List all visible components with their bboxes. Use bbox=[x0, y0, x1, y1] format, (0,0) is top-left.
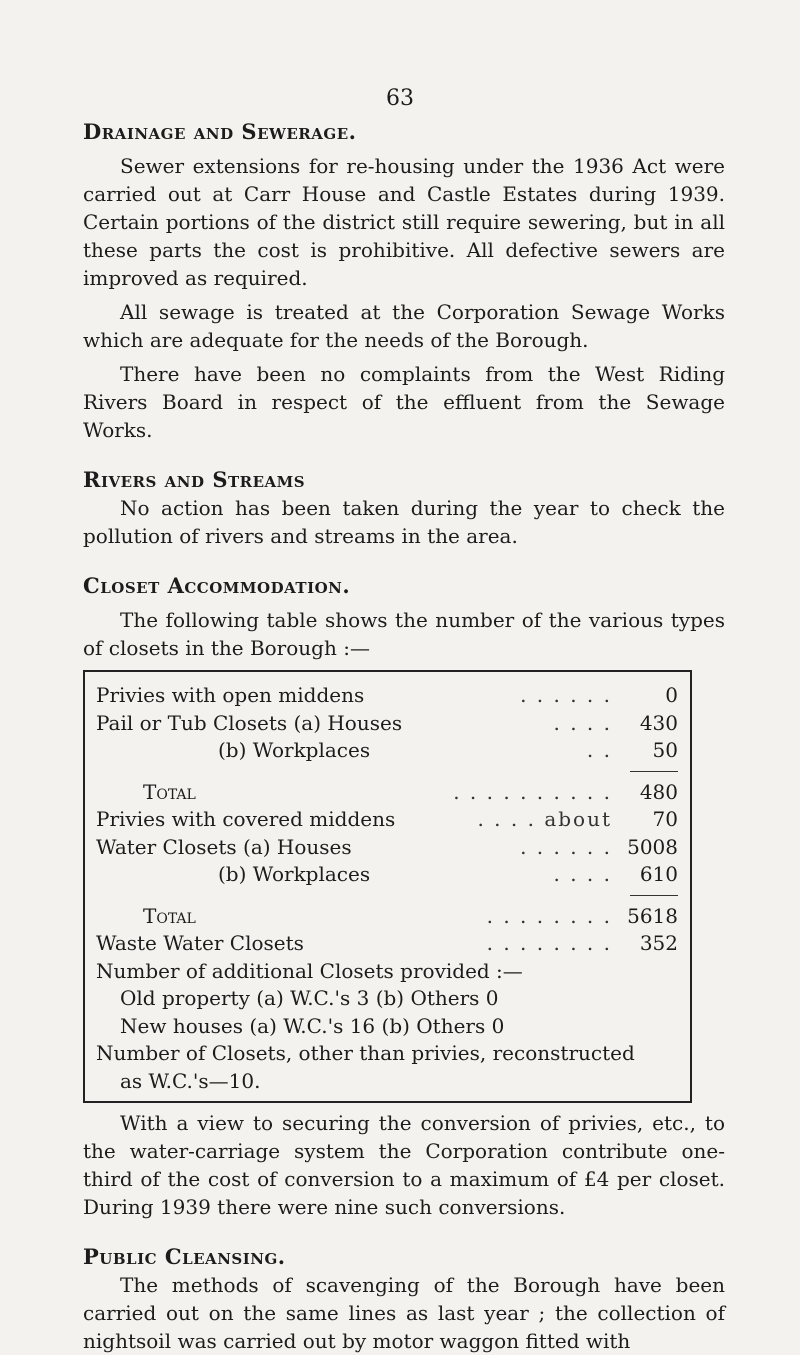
leader-dots: . . . . . . . . bbox=[486, 903, 612, 928]
row-value: 430 bbox=[639, 710, 678, 735]
drainage-heading: Drainage and Sewerage. bbox=[83, 119, 357, 144]
row-value: 50 bbox=[652, 738, 678, 762]
drainage-paragraph-3: There have been no complaints from the West Riding Rivers Board in respect of the effluent from the Sewage Works. bbox=[83, 362, 725, 442]
table-row bbox=[96, 682, 678, 710]
total-row bbox=[96, 779, 678, 807]
leader-dots: . . . . . . . . bbox=[486, 931, 612, 955]
additional-closets-label: Number of additional Closets provided :— bbox=[96, 958, 523, 983]
table-row bbox=[96, 861, 678, 889]
leader-dots: . . . . . . bbox=[520, 683, 612, 707]
leader-dots: . . bbox=[586, 738, 612, 762]
cleansing-heading: Public Cleansing. bbox=[83, 1244, 286, 1269]
total-label: Total bbox=[143, 903, 196, 928]
table-row bbox=[96, 806, 678, 834]
page-content bbox=[83, 118, 725, 1355]
row-value: 0 bbox=[665, 683, 678, 707]
leader-dots: . . . . bbox=[553, 710, 612, 735]
table-row bbox=[96, 930, 678, 958]
reconstructed-line-2: as W.C.'s—10. bbox=[120, 1068, 261, 1093]
row-label: (b) Workplaces bbox=[218, 738, 371, 762]
row-value: 352 bbox=[639, 931, 678, 955]
row-label: Water Closets (a) Houses bbox=[96, 834, 352, 859]
reconstructed-line-1: Number of Closets, other than privies, reconstructed bbox=[96, 1041, 635, 1065]
rivers-paragraph: No action has been taken during the year to check the pollution of rivers and streams in the area. bbox=[83, 496, 725, 548]
subtotal-rule bbox=[96, 889, 678, 903]
row-value: 5008 bbox=[627, 834, 678, 859]
cleansing-paragraph: The methods of scavenging of the Borough have been carried out on the same lines as last year ; the collection of nightsoil was carried out by motor waggon fitted with bbox=[83, 1273, 725, 1353]
conversion-paragraph: With a view to securing the conversion of privies, etc., to the water-carriage system the Corporation contribute one-third of the cost of conversion to a maximum of £4 per closet. During 1939 there were nine such conversions. bbox=[83, 1111, 725, 1219]
total-row bbox=[96, 903, 678, 931]
drainage-paragraph-2: All sewage is treated at the Corporation Sewage Works which are adequate for the needs of the Borough. bbox=[83, 300, 725, 352]
total-value: 480 bbox=[639, 779, 678, 804]
table-row bbox=[96, 737, 678, 765]
table-row bbox=[96, 834, 678, 862]
row-label: Privies with covered middens bbox=[96, 807, 396, 831]
rivers-heading: Rivers and Streams bbox=[83, 467, 306, 492]
table-row bbox=[96, 710, 678, 738]
row-value: 610 bbox=[639, 862, 678, 886]
row-value: 70 bbox=[652, 807, 678, 831]
total-value: 5618 bbox=[627, 903, 678, 928]
drainage-paragraph-1: Sewer extensions for re-housing under the 1936 Act were carried out at Carr House and Castle Estates during 1939. Certain portions of the district still require sewering, but in all these parts the cost is prohibitive. All defective sewers are improved as required. bbox=[83, 154, 725, 290]
subtotal-rule bbox=[96, 765, 678, 779]
leader-dots: . . . . . . . . . . bbox=[453, 779, 612, 804]
row-label: Pail or Tub Closets (a) Houses bbox=[96, 710, 403, 735]
row-label: (b) Workplaces bbox=[218, 862, 371, 886]
row-label: Privies with open middens bbox=[96, 683, 365, 707]
closets-table bbox=[83, 670, 692, 1103]
leader-dots: . . . . bbox=[553, 862, 612, 886]
closet-heading: Closet Accommodation. bbox=[83, 573, 351, 598]
closet-intro: The following table shows the number of the various types of closets in the Borough :— bbox=[83, 608, 725, 660]
leader-dots: . . . . . . bbox=[520, 834, 612, 859]
leader-dots: . . . . about bbox=[477, 807, 612, 831]
row-label: Waste Water Closets bbox=[96, 931, 304, 955]
new-houses-line: New houses (a) W.C.'s 16 (b) Others 0 bbox=[120, 1013, 505, 1038]
total-label: Total bbox=[143, 779, 196, 804]
page-number: 63 bbox=[386, 86, 414, 111]
old-property-line: Old property (a) W.C.'s 3 (b) Others 0 bbox=[120, 986, 499, 1010]
